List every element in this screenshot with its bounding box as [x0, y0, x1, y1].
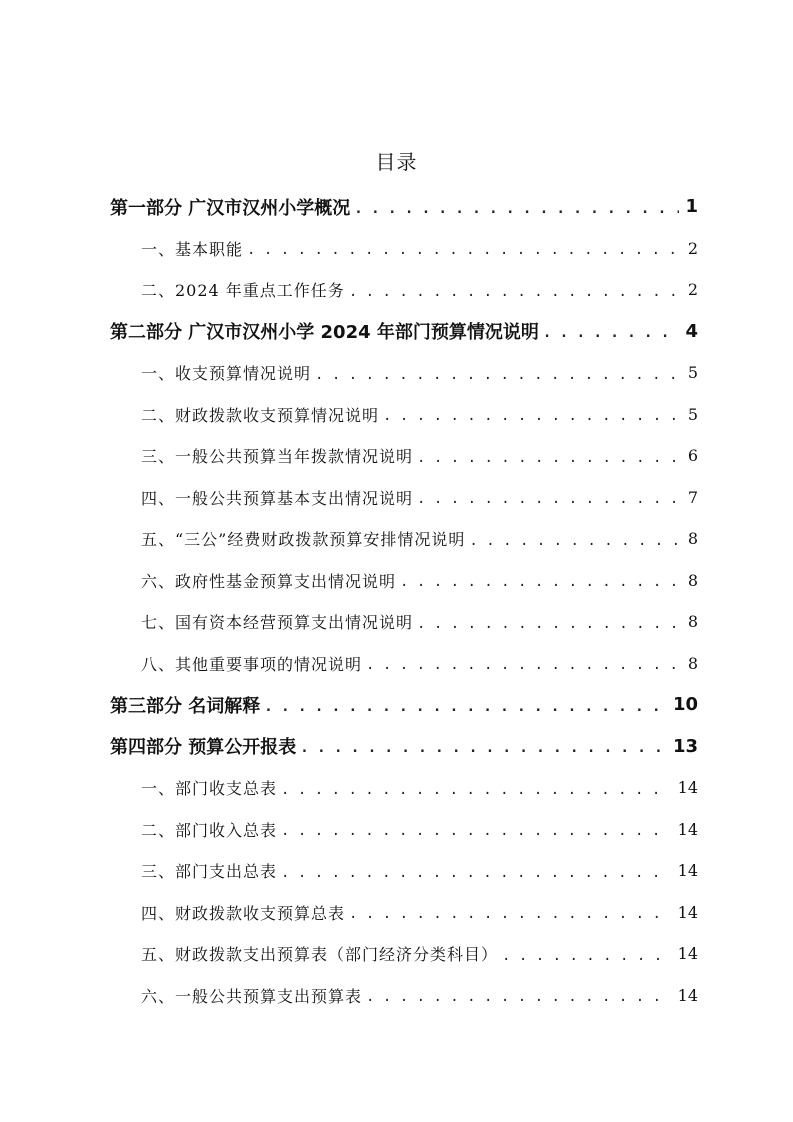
toc-entry-page-number: 4	[679, 321, 698, 342]
toc-entry-page-number: 8	[682, 529, 698, 548]
dot-leader	[417, 489, 682, 509]
dot-leader	[469, 531, 681, 551]
toc-subsection-entry[interactable]	[110, 767, 698, 809]
dot-leader	[502, 946, 672, 966]
toc-subsection-entry[interactable]	[110, 975, 698, 1017]
toc-subsection-entry[interactable]	[110, 477, 698, 519]
toc-subsection-entry[interactable]	[110, 892, 698, 934]
dot-leader	[543, 323, 680, 343]
toc-section-entry[interactable]	[110, 311, 698, 353]
toc-entry-page-number: 14	[672, 861, 698, 880]
dot-leader	[366, 987, 672, 1007]
toc-entry-label: 一、部门收支总表	[141, 776, 281, 799]
toc-subsection-entry[interactable]	[110, 394, 698, 436]
dot-leader	[417, 448, 682, 468]
toc-entry-page-number: 8	[682, 654, 698, 673]
toc-entry-page-number: 5	[682, 405, 698, 424]
toc-subsection-entry[interactable]	[110, 269, 698, 311]
toc-entry-page-number: 14	[672, 903, 698, 922]
toc-subsection-entry[interactable]	[110, 809, 698, 851]
toc-entry-label: 八、其他重要事项的情况说明	[141, 652, 366, 675]
toc-subsection-entry[interactable]	[110, 933, 698, 975]
toc-subsection-entry[interactable]	[110, 518, 698, 560]
toc-subsection-entry[interactable]	[110, 228, 698, 270]
toc-entry-page-number: 6	[682, 446, 698, 465]
dot-leader	[264, 697, 667, 717]
toc-entry-page-number: 14	[672, 778, 698, 797]
toc-entry-page-number: 2	[682, 280, 698, 299]
toc-section-entry[interactable]	[110, 186, 698, 228]
dot-leader	[400, 572, 682, 592]
toc-entry-page-number: 2	[682, 239, 698, 258]
dot-leader	[281, 863, 672, 883]
table-of-contents	[110, 186, 698, 1016]
toc-entry-label: 六、政府性基金预算支出情况说明	[141, 569, 400, 592]
toc-entry-label: 四、财政拨款收支预算总表	[141, 901, 349, 924]
toc-entry-label: 第二部分 广汉市汉州小学 2024 年部门预算情况说明	[110, 318, 543, 344]
toc-entry-label: 二、财政拨款收支预算情况说明	[141, 403, 383, 426]
dot-leader	[281, 821, 672, 841]
toc-entry-page-number: 1	[679, 196, 698, 217]
toc-entry-label: 一、基本职能	[141, 237, 247, 260]
toc-subsection-entry[interactable]	[110, 352, 698, 394]
dot-leader	[349, 282, 682, 302]
toc-entry-page-number: 8	[682, 571, 698, 590]
toc-entry-label: 第一部分 广汉市汉州小学概况	[110, 194, 354, 220]
dot-leader	[354, 199, 679, 219]
toc-entry-label: 五、“三公”经费财政拨款预算安排情况说明	[141, 527, 469, 550]
toc-entry-page-number: 8	[682, 612, 698, 631]
toc-subsection-entry[interactable]	[110, 643, 698, 685]
toc-title: 目录	[375, 150, 418, 174]
toc-entry-label: 七、国有资本经营预算支出情况说明	[141, 610, 417, 633]
toc-subsection-entry[interactable]	[110, 850, 698, 892]
toc-section-entry[interactable]	[110, 726, 698, 768]
dot-leader	[247, 240, 682, 260]
dot-leader	[349, 904, 672, 924]
toc-entry-page-number: 7	[682, 488, 698, 507]
dot-leader	[383, 406, 682, 426]
toc-subsection-entry[interactable]	[110, 560, 698, 602]
toc-entry-label: 二、部门收入总表	[141, 818, 281, 841]
toc-entry-page-number: 14	[672, 986, 698, 1005]
toc-entry-page-number: 5	[682, 363, 698, 382]
toc-section-entry[interactable]	[110, 684, 698, 726]
toc-entry-label: 三、部门支出总表	[141, 859, 281, 882]
dot-leader	[315, 365, 682, 385]
toc-entry-page-number: 14	[672, 944, 698, 963]
toc-entry-label: 三、一般公共预算当年拨款情况说明	[141, 444, 417, 467]
toc-entry-page-number: 14	[672, 820, 698, 839]
dot-leader	[281, 780, 672, 800]
toc-entry-label: 一、收支预算情况说明	[141, 361, 315, 384]
toc-entry-label: 二、2024 年重点工作任务	[141, 278, 349, 301]
toc-entry-label: 第三部分 名词解释	[110, 692, 264, 718]
toc-entry-label: 四、一般公共预算基本支出情况说明	[141, 486, 417, 509]
toc-entry-label: 六、一般公共预算支出预算表	[141, 984, 366, 1007]
toc-entry-page-number: 10	[667, 694, 698, 715]
toc-subsection-entry[interactable]	[110, 601, 698, 643]
dot-leader	[417, 614, 682, 634]
toc-entry-label: 第四部分 预算公开报表	[110, 733, 300, 759]
dot-leader	[366, 655, 682, 675]
toc-entry-label: 五、财政拨款支出预算表（部门经济分类科目）	[141, 942, 502, 965]
toc-entry-page-number: 13	[667, 736, 698, 757]
toc-subsection-entry[interactable]	[110, 435, 698, 477]
dot-leader	[300, 738, 667, 758]
